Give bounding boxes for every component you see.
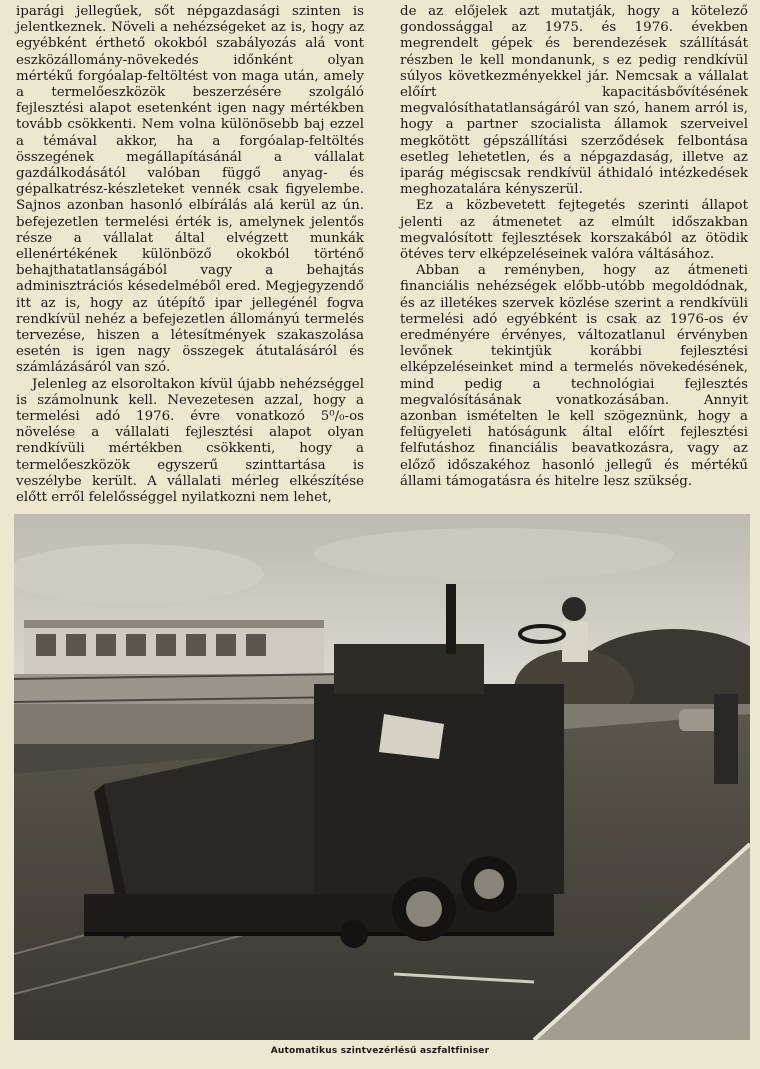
photo-caption: Automatikus szintvezérlésű aszfaltfiniser bbox=[270, 1046, 490, 1056]
left-paragraph-2: Jelenleg az elsoroltakon kívül újabb nehézséggel is számolnunk kell. Nevezetesen azzal, hogy a termelési adó 1976. évre vonatkozó 5⁰/₀-os növelése a vállalati fejlesztési alapot olyan rendkívüli mértékben csökkenti, hogy a termelőeszközök egyszerű szinttartása is veszélybe került. A vállalati mérleg elkészítése előtt erről felelősséggel nyilatkozni nem lehet, bbox=[16, 376, 364, 506]
article-text bbox=[16, 4, 750, 504]
right-paragraph-2: Ez a közbevetett fejtegetés szerinti állapot jelenti az átmenetet az elmúlt időszakban megvalósított fejlesztések korszakából az ötödik ötéves terv elképzeléseinek valóra váltásához. bbox=[400, 198, 748, 263]
left-column bbox=[16, 4, 364, 506]
left-paragraph-1: iparági jellegűek, sőt népgazdasági szinten is jelentkeznek. Növeli a nehézségeket az is, hogy az egyébként érthető okokból szabályozás alá vont eszközállomány-növekedés időnként olyan mértékű forgóalap-feltöltést von maga után, amely a termelőeszközök beszerzésére szolgáló fejlesztési alapot esetenként igen nagy mértékben tovább csökkenti. Nem volna különösebb baj ezzel a témával akkor, ha a forgóalap-feltöltés összegének megállapításánál a vállalat gazdálkodásától valóban függő anyag- és gépalkatrész-készleteket vennék csak figyelembe. Sajnos azonban hasonló elbírálás alá kerül az ún. befejezetlen termelési érték is, amelynek jelentős része a vállalat által elvégzett munkák ellenértékének különböző okokból történő behajthatatlanságából vagy a behajtás adminisztrációs késedelméből ered. Megjegyzendő itt az is, hogy az útépítő ipar jellegénél fogva rendkívül nehéz a befejezetlen állományú termelés tervezése, hiszen a létesítmények szakaszolása esetén is igen nagy összegek átutalásáról és számlázásáról van szó. bbox=[16, 4, 364, 376]
right-paragraph-3: Abban a reményben, hogy az átmeneti financiális nehézségek előbb-utóbb megoldódnak, és az illetékes szervek közlése szerint a rendkívüli termelési adó egyébként is csak az 1976-os év eredményére érvényes, változatlanul érvényben levőnek tekintjük korábbi fejlesztési elképzeléseinket mind a termelés növekedésének, mind pedig a technológiai fejlesztés megvalósításának vonatkozásában. Annyit azonban ismételten le kell szögeznünk, hogy a felügyeleti hatóságunk által előírt fejlesztési felfutáshoz financiális beavatkozásra, vagy az előző időszakéhoz hasonló jellegű és mértékű állami támogatásra és hitelre lesz szükség. bbox=[400, 263, 748, 489]
asphalt-finisher-photo bbox=[14, 514, 750, 1040]
right-paragraph-1: de az előjelek azt mutatják, hogy a kötelező gondossággal az 1975. és 1976. években megrendelt gépek és berendezések szállítását részben le kell mondanunk, s ez pedig rendkívül súlyos következményekkel jár. Nemcsak a vállalat előírt kapacitásbővítésének megvalósíthatatlanságáról van szó, hanem arról is, hogy a partner szocialista államok szerveivel megkötött gépszállítási szerződések felbontása esetleg lehetetlen, és a népgazdaság, illetve az iparág mégiscsak rendkívül áthidaló intézkedések meghozatalára kényszerül. bbox=[400, 4, 748, 198]
right-column bbox=[400, 4, 748, 490]
photo-illustration bbox=[14, 514, 750, 1040]
